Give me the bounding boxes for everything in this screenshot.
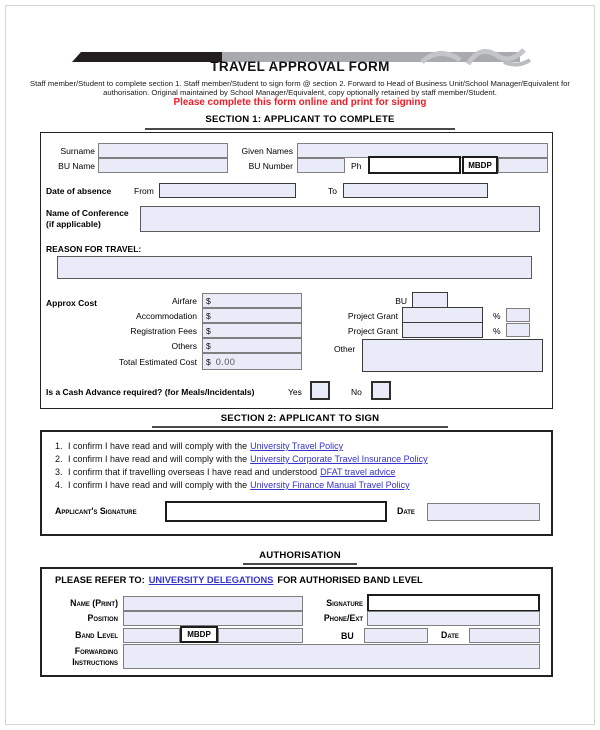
auth-phone-input[interactable] [367,611,540,626]
conference-label-line2: (if applicable) [46,219,101,229]
confirm-item-3 [55,467,395,477]
given-names-label: Given Names [241,146,293,156]
percent-2-label: % [493,326,501,336]
from-label: From [134,186,154,196]
item-text: I confirm I have read and will comply with the [68,441,248,451]
cash-advance-yes-label: Yes [288,387,302,397]
bu-number-label: BU Number [248,161,293,171]
university-delegations-link[interactable]: UNIVERSITY DELEGATIONS [148,575,274,585]
auth-band-level-input[interactable] [123,628,180,643]
authorisation-heading: AUTHORISATION [259,550,341,561]
other-funding-label: Other [334,344,356,354]
item-text: I confirm I have read and will comply with the [68,480,248,490]
item-number: 1. [55,441,63,451]
dollar-sign: $ [206,325,211,336]
forwarding-label-line2: Instructions [72,657,118,667]
bu-name-label: BU Name [58,161,95,171]
cash-advance-no-checkbox[interactable] [371,381,391,400]
section2-date-input[interactable] [427,503,540,521]
percent-2-input[interactable] [506,323,530,337]
project-grant-1-label: Project Grant [347,311,398,321]
ph-label: Ph [351,161,362,171]
auth-date-label: Date [441,630,459,640]
registration-fees-label: Registration Fees [130,326,197,336]
registration-fees-amount-field[interactable] [202,323,302,338]
other-funding-input[interactable] [362,339,543,372]
total-estimated-cost-field[interactable] [202,353,302,370]
form-instructions: Staff member/Student to complete section 1. Staff member/Student to sign form @ section 2. Forward to Head of Business Unit/School Manager/Equivalent for authorisation. Original maintained by School Manager/Equivalent, copy optionally retained by staff member/Student. [30,79,570,98]
airfare-amount-field[interactable] [202,293,302,308]
applicant-signature-input[interactable] [165,501,387,522]
refer-suffix: FOR AUTHORISED BAND LEVEL [277,575,423,585]
item-number: 2. [55,454,63,464]
form-title: TRAVEL APPROVAL FORM [210,59,390,74]
mbdp-label-box: MBDP [462,156,498,174]
dollar-sign: $ [206,310,211,321]
dfat-travel-advice-link[interactable]: DFAT travel advice [320,467,396,477]
section1-heading-rule [145,128,455,130]
dollar-sign: $ [206,295,211,306]
auth-band-level-label: Band Level [75,630,118,640]
auth-phone-label: Phone/Ext [323,613,363,623]
refer-prefix: PLEASE REFER TO: [55,575,145,585]
item-text: I confirm that if travelling overseas I have read and understood [68,467,318,477]
total-estimated-cost-label: Total Estimated Cost [119,357,197,367]
item-number: 4. [55,480,63,490]
cash-advance-question: Is a Cash Advance required? (for Meals/Incidentals) [46,387,255,397]
auth-bu-input[interactable] [364,628,428,643]
item-number: 3. [55,467,63,477]
surname-label: Surname [60,146,95,156]
corporate-travel-insurance-policy-link[interactable]: University Corporate Travel Insurance Policy [250,454,428,464]
absence-to-input[interactable] [343,183,488,198]
auth-signature-label: Signature [326,598,363,608]
auth-date-input[interactable] [469,628,540,643]
others-amount-field[interactable] [202,338,302,353]
auth-bu-label: BU [341,631,354,641]
authorisation-heading-rule [243,563,357,565]
confirm-item-4 [55,480,410,490]
dollar-sign: $ [206,340,211,351]
section2-heading-rule [152,426,448,428]
project-grant-2-input[interactable] [402,322,483,338]
item-text: I confirm I have read and will comply with the [68,454,248,464]
to-label: To [328,186,337,196]
online-completion-notice: Please complete this form online and print for signing [173,97,427,108]
reason-for-travel-input[interactable] [57,256,532,279]
others-label: Others [171,341,197,351]
university-travel-policy-link[interactable]: University Travel Policy [250,441,344,451]
bu-number-input[interactable] [297,158,345,173]
cost-bu-input[interactable] [412,292,448,308]
auth-name-label: Name (Print) [70,598,118,608]
project-grant-1-input[interactable] [402,307,483,323]
reason-for-travel-label: REASON FOR TRAVEL: [46,244,142,254]
confirm-item-2 [55,454,428,464]
conference-name-input[interactable] [140,206,540,232]
cash-advance-yes-checkbox[interactable] [310,381,330,400]
dollar-sign: $ [206,356,211,367]
project-grant-2-label: Project Grant [347,326,398,336]
delegations-refer-line [55,575,423,585]
auth-position-input[interactable] [123,611,303,626]
finance-manual-travel-policy-link[interactable]: University Finance Manual Travel Policy [250,480,410,490]
percent-1-input[interactable] [506,308,530,322]
forwarding-label-line1: Forwarding [74,646,118,656]
section2-date-label: Date [397,506,415,516]
auth-name-input[interactable] [123,596,303,611]
auth-mbdp-label-box: MBDP [180,626,218,643]
section2-heading: SECTION 2: APPLICANT TO SIGN [220,413,380,424]
ph-input[interactable] [368,156,461,174]
confirm-item-1 [55,441,343,451]
cost-bu-label: BU [395,296,407,306]
section1-heading: SECTION 1: APPLICANT TO COMPLETE [205,114,395,125]
auth-position-label: Position [87,613,118,623]
auth-signature-input[interactable] [367,594,540,612]
applicant-signature-label: Applicant's Signature [55,506,137,516]
accommodation-label: Accommodation [136,311,197,321]
cash-advance-no-label: No [351,387,362,397]
auth-mbdp-input[interactable] [218,628,303,643]
total-estimated-cost-value: 0.00 [215,356,236,367]
date-of-absence-label: Date of absence [46,186,112,196]
conference-label-line1: Name of Conference [46,208,129,218]
mbdp-input[interactable] [498,158,548,173]
percent-1-label: % [493,311,501,321]
accommodation-amount-field[interactable] [202,308,302,323]
airfare-label: Airfare [171,296,197,306]
absence-from-input[interactable] [159,183,296,198]
forwarding-instructions-input[interactable] [123,644,540,669]
approx-cost-label: Approx Cost [46,298,97,308]
